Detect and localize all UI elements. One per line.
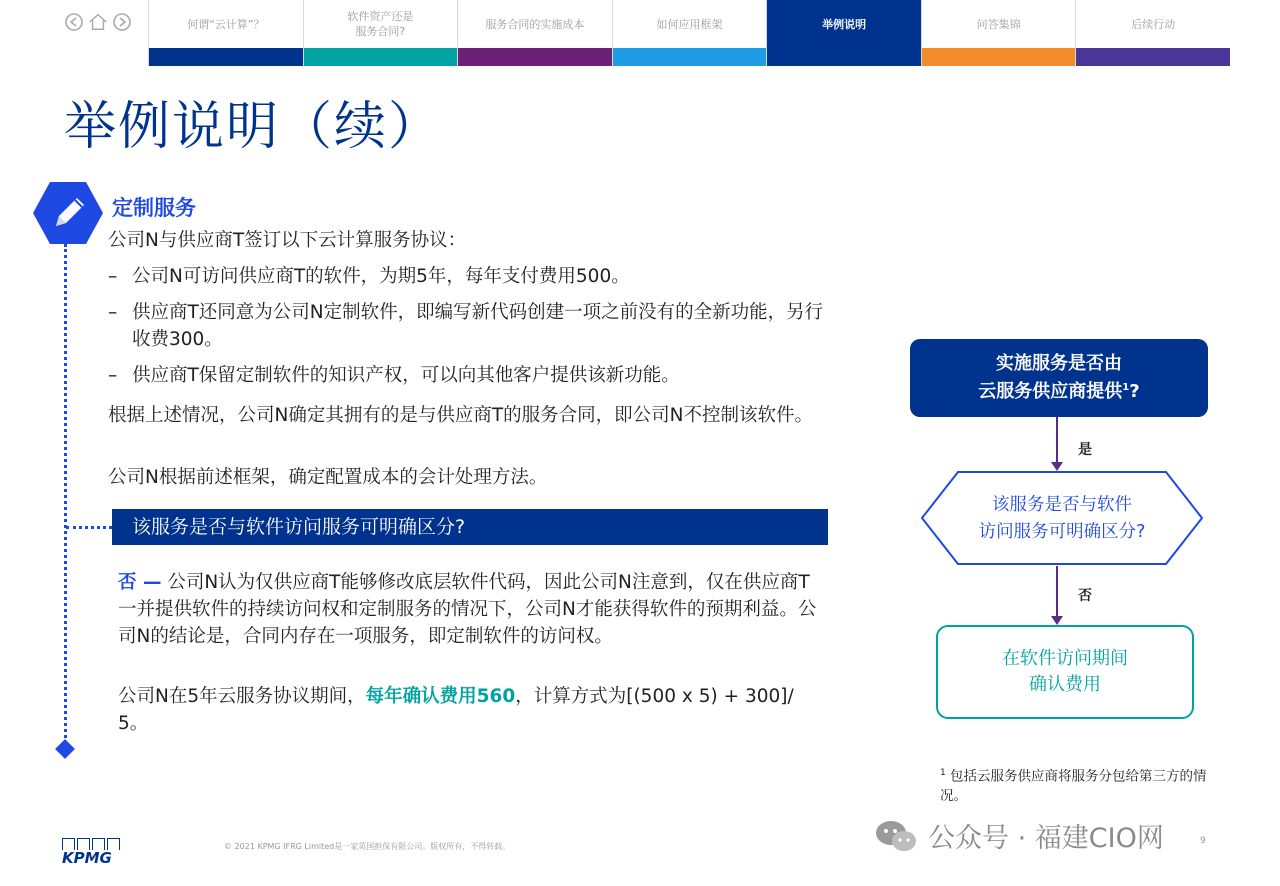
tab-color-bar bbox=[613, 48, 767, 66]
flow-result-line1: 在软件访问期间 bbox=[1002, 648, 1128, 669]
flow-start-end: ? bbox=[1129, 381, 1140, 402]
tab-asset-or-service[interactable] bbox=[303, 0, 458, 66]
flow-start-line2: 云服务供应商提供 bbox=[978, 381, 1123, 402]
bullet-item bbox=[108, 299, 838, 353]
flow-decision-line2: 访问服务可明确区分? bbox=[978, 522, 1146, 542]
tab-cloud-computing[interactable] bbox=[148, 0, 303, 66]
bullet-dash: – bbox=[108, 302, 118, 323]
flow-decision-text bbox=[950, 492, 1174, 546]
tab-label: 如何应用框架 bbox=[656, 17, 723, 31]
nav-icons bbox=[64, 12, 132, 32]
section-tabs bbox=[148, 0, 1230, 66]
flow-start-box bbox=[910, 339, 1208, 417]
tab-label: 后续行动 bbox=[1131, 17, 1176, 31]
flow-start-line1: 实施服务是否由 bbox=[995, 353, 1122, 374]
tab-color-bar bbox=[922, 48, 1076, 66]
tab-label: 服务合同的实施成本 bbox=[485, 17, 585, 31]
intro-text: 公司N与供应商T签订以下云计算服务协议： bbox=[108, 230, 467, 251]
framework-paragraph: 公司N根据前述框架，确定配置成本的会计处理方法。 bbox=[108, 467, 548, 488]
answer-paragraph bbox=[118, 569, 818, 650]
bullet-item bbox=[108, 362, 838, 389]
timeline-dotted-line bbox=[64, 244, 67, 744]
tab-label: 举例说明 bbox=[822, 17, 867, 31]
home-icon[interactable] bbox=[88, 12, 108, 32]
tab-implementation-costs[interactable] bbox=[457, 0, 612, 66]
conclusion-paragraph: 根据上述情况，公司N确定其拥有的是与供应商T的服务合同，即公司N不控制该软件。 bbox=[108, 405, 813, 426]
flow-arrow-line bbox=[1056, 566, 1058, 617]
calc-highlight: 每年确认费用560 bbox=[365, 686, 516, 707]
flow-yes-label: 是 bbox=[1078, 442, 1092, 458]
flow-arrow-line bbox=[1056, 417, 1058, 463]
watermark-text: 公众号 · 福建CIO网 bbox=[928, 823, 1164, 854]
question-bar: 该服务是否与软件访问服务可明确区分? bbox=[112, 509, 828, 545]
tab-qa[interactable] bbox=[921, 0, 1076, 66]
tab-color-bar bbox=[767, 48, 921, 66]
tab-apply-framework[interactable] bbox=[612, 0, 767, 66]
tab-label: 软件资产还是 服务合同? bbox=[347, 10, 414, 38]
tab-examples[interactable] bbox=[766, 0, 921, 66]
tab-color-bar bbox=[304, 48, 458, 66]
flow-decision-line1: 该服务是否与软件 bbox=[992, 495, 1132, 515]
footnote-text: 包括云服务供应商将服务分包给第三方的情况。 bbox=[940, 768, 1207, 804]
tab-color-bar bbox=[458, 48, 612, 66]
bullet-text: 公司N可访问供应商T的软件，为期5年，每年支付费用500。 bbox=[132, 266, 630, 287]
forward-icon[interactable] bbox=[112, 12, 132, 32]
flow-arrowhead bbox=[1051, 616, 1063, 625]
bullet-dash: – bbox=[108, 266, 118, 287]
back-icon[interactable] bbox=[64, 12, 84, 32]
page-title: 举例说明（续） bbox=[64, 97, 443, 157]
pencil-badge bbox=[32, 180, 104, 246]
flow-result-line2: 确认费用 bbox=[1029, 674, 1101, 695]
footnote-ref: 1 bbox=[1122, 382, 1130, 393]
section-heading: 定制服务 bbox=[112, 196, 196, 220]
wechat-icon bbox=[874, 819, 918, 853]
bullet-text: 供应商T还同意为公司N定制软件，即编写新代码创建一项之前没有的全新功能，另行收费300。 bbox=[132, 302, 824, 350]
flow-result-box bbox=[936, 625, 1194, 719]
bullet-dash: – bbox=[108, 365, 118, 386]
calculation-paragraph bbox=[118, 683, 818, 737]
footnote-marker: 1 bbox=[940, 768, 946, 778]
kpmg-logo bbox=[62, 838, 120, 866]
tab-color-bar bbox=[1076, 48, 1230, 66]
flow-no-label: 否 bbox=[1078, 588, 1092, 604]
timeline-end-marker bbox=[55, 739, 75, 759]
tab-color-bar bbox=[149, 48, 303, 66]
bullet-item bbox=[108, 263, 838, 290]
timeline-connector bbox=[66, 526, 112, 529]
answer-body: 公司N认为仅供应商T能够修改底层软件代码，因此公司N注意到，仅在供应商T一并提供软件的持续访问权和定制服务的情况下，公司N才能获得软件的预期利益。公司N的结论是，合同内存在一项服务，即定制软件的访问权。 bbox=[118, 572, 817, 647]
tab-next-steps[interactable] bbox=[1075, 0, 1230, 66]
page-number: 9 bbox=[1200, 836, 1206, 846]
answer-prefix: 否 — bbox=[118, 572, 162, 593]
bullet-text: 供应商T保留定制软件的知识产权，可以向其他客户提供该新功能。 bbox=[132, 365, 680, 386]
copyright-text: © 2021 KPMG IFRG Limited是一家英国担保有限公司。版权所有，不得转载。 bbox=[224, 842, 511, 851]
calc-prefix: 公司N在5年云服务协议期间， bbox=[118, 686, 366, 707]
tab-label: 何谓“云计算”？ bbox=[187, 17, 265, 31]
calc-suffix: ，计算方式为[(500 x 5) + 300]/ 5。 bbox=[118, 686, 794, 734]
tab-label: 问答集锦 bbox=[976, 17, 1021, 31]
watermark bbox=[874, 816, 1164, 855]
logo-wordmark: KPMG bbox=[62, 849, 112, 867]
footnote bbox=[940, 764, 1220, 806]
